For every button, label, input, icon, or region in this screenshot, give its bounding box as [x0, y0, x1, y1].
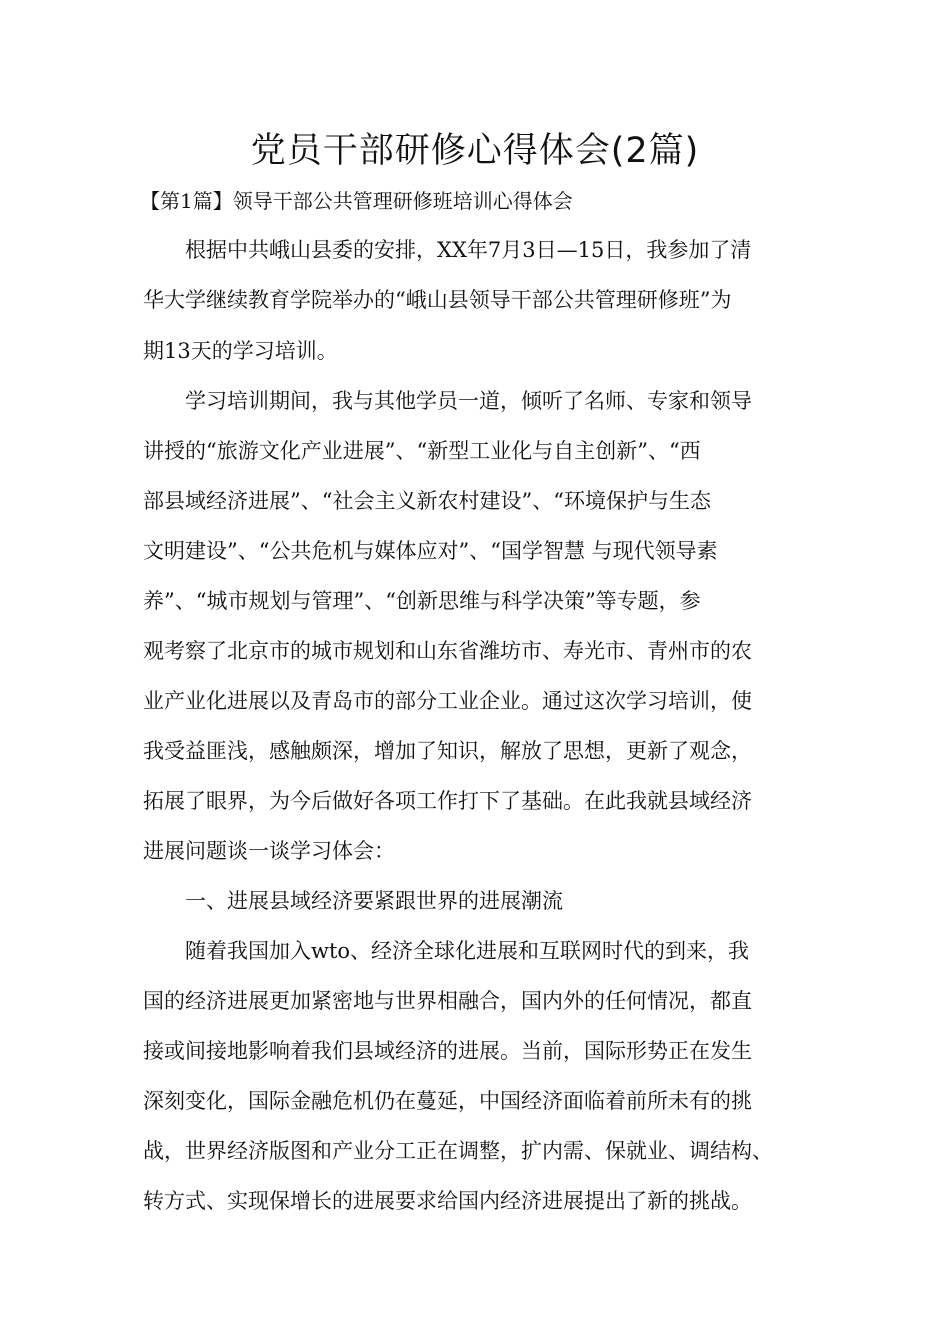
body-line: 战，世界经济版图和产业分工正在调整，扩内需、保就业、调结构、: [143, 1139, 773, 1163]
body-line: 深刻变化，国际金融危机仍在蔓延，中国经济面临着前所未有的挑: [143, 1089, 752, 1113]
body-line: 接或间接地影响着我们县域经济的进展。当前，国际形势正在发生: [143, 1039, 752, 1063]
body-line: 观考察了北京市的城市规划和山东省潍坊市、寿光市、青州市的农: [143, 639, 752, 663]
body-line: 养”、“城市规划与管理”、“创新思维与科学决策”等专题，参: [143, 589, 701, 613]
body-line: 文明建设”、“公共危机与媒体应对”、“国学智慧 与现代领导素: [143, 539, 718, 563]
body-line: 学习培训期间，我与其他学员一道，倾听了名师、专家和领导: [143, 389, 752, 413]
body-line: 根据中共峨山县委的安排，XX年7月3日—15日，我参加了清: [143, 238, 752, 262]
body-line: 期13天的学习培训。: [143, 339, 338, 363]
body-line: 华大学继续教育学院举办的“峨山县领导干部公共管理研修班”为: [143, 288, 732, 312]
body-line: 部县域经济进展”、“社会主义新农村建设”、“环境保护与生态: [143, 489, 711, 513]
body-line: 我受益匪浅，感触颇深，增加了知识，解放了思想，更新了观念，: [143, 739, 752, 763]
body-line: 随着我国加入wto、经济全球化进展和互联网时代的到来，我: [143, 939, 750, 963]
body-line: 拓展了眼界，为今后做好各项工作打下了基础。在此我就县域经济: [143, 789, 752, 813]
body-line: 国的经济进展更加紧密地与世界相融合，国内外的任何情况，都直: [143, 989, 752, 1013]
body-line: 讲授的“旅游文化产业进展”、“新型工业化与自主创新”、“西: [143, 439, 701, 463]
article-heading: 【第1篇】领导干部公共管理研修班培训心得体会: [140, 189, 573, 213]
body-line: 业产业化进展以及青岛市的部分工业企业。通过这次学习培训，使: [143, 689, 752, 713]
body-line: 进展问题谈一谈学习体会：: [143, 839, 395, 863]
document-title: 党员干部研修心得体会(2篇): [250, 131, 700, 171]
section-heading: 一、进展县域经济要紧跟世界的进展潮流: [143, 889, 563, 913]
body-line: 转方式、实现保增长的进展要求给国内经济进展提出了新的挑战。: [143, 1189, 752, 1213]
